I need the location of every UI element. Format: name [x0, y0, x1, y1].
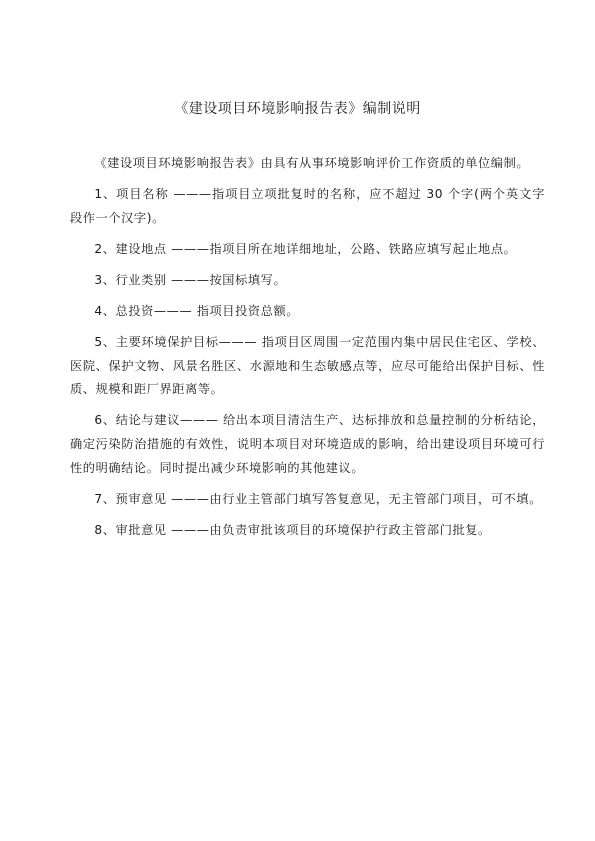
paragraph-item-6-conclusion: 6、结论与建议——— 给出本项目清洁生产、达标排放和总量控制的分析结论，确定污染防治措施的有效性，说明本项目对环境造成的影响，给出建设项目环境可行性的明确结论。同时提出减少环境影响的其他建议。 [70, 413, 545, 475]
page-title: 《建设项目环境影响报告表》编制说明 [174, 101, 421, 117]
paragraph-item-7-preliminary-review: 7、预审意见 ———由行业主管部门填写答复意见，无主管部门项目，可不填。 [94, 491, 542, 506]
paragraph-item-5-protection-targets: 5、主要环境保护目标——— 指项目区周围一定范围内集中居民住宅区、学校、医院、保护文物、风景名胜区、水源地和生态敏感点等，应尽可能给出保护目标、性质、规模和距厂界距离等。 [70, 335, 545, 397]
paragraph-item-4-investment: 4、总投资——— 指项目投资总额。 [94, 303, 300, 318]
paragraph-item-2-location: 2、建设地点 ———指项目所在地详细地址，公路、铁路应填写起止地点。 [94, 241, 517, 256]
paragraph-item-3-industry: 3、行业类别 ———按国标填写。 [94, 272, 287, 287]
paragraph-intro: 《建设项目环境影响报告表》由具有从事环境影响评价工作资质的单位编制。 [94, 156, 530, 170]
paragraph-item-1-project-name: 1、项目名称 ———指项目立项批复时的名称，应不超过 30 个字(两个英文字段作一个汉字)。 [70, 187, 545, 225]
paragraph-item-8-approval: 8、审批意见 ———由负责审批该项目的环境保护行政主管部门批复。 [94, 522, 491, 537]
document-body [70, 152, 545, 550]
